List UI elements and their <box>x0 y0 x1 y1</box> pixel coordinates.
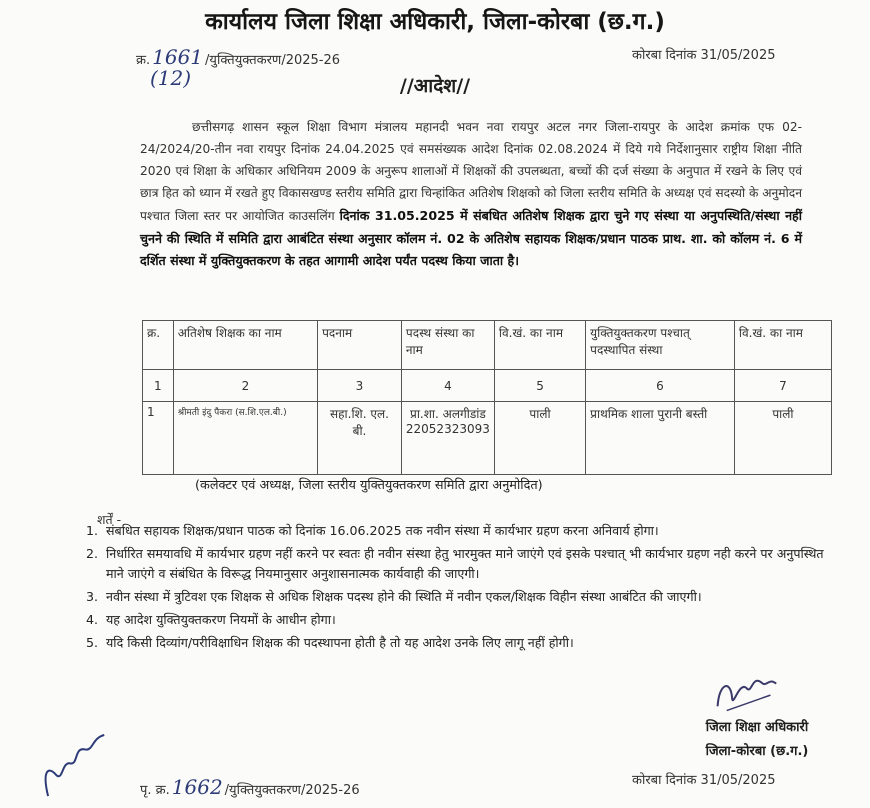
handwritten-initials <box>27 722 128 808</box>
signatory-location: जिला-कोरबा (छ.ग.) <box>705 744 809 759</box>
office-title: कार्यालय जिला शिक्षा अधिकारी, जिला-कोरबा (छ.ग.) <box>205 9 665 35</box>
header-cell: वि.खं. का नाम <box>734 321 831 370</box>
column-number: 5 <box>494 370 585 402</box>
header-cell: युक्तियुक्तकरण पश्चात् पदस्थापित संस्था <box>586 321 735 370</box>
endorsement-date: कोरबा दिनांक 31/05/2025 <box>632 773 776 788</box>
initials-icon <box>27 722 125 804</box>
body-text: छत्तीसगढ़ शासन स्कूल शिक्षा विभाग मंत्रालय महानदी भवन नवा रायपुर अटल नगर जिला-रायपुर के आदेश क्रमांक एफ 02-24/2024/20-तीन नवा रायपुर दिनांक 24.04.2025 एवं समसंख्यक आदेश दिनांक 02.08.2024 में दिये गये निर्देशानुसार राष्ट्रीय शिक्षा नीति 2020 एवं शिक्षा के अधिकार अधिनियम 2009 के अनुरूप शालाओं में शिक्षकों की उपलब्धता, बच्चों की दर्ज संख्या के अनुपात में रखने के लिए एवं छात्र हित को ध्यान में रखते हुए विकासखण्ड स्तरीय समिति द्वारा चिन्हांकित अतिशेष शिक्षको को जिला स्तरीय समिति के अध्यक्ष एवं सदस्यो के अनुमोदन पश्चात जिला स्तर पर आयोजित काउसलिंग <box>140 120 802 223</box>
teacher-name: श्रीमती इंदु पैकरा (स.शि.एल.बी.) <box>173 402 317 475</box>
ref-number-handwritten: 1661 <box>152 45 204 69</box>
condition-item: 3. नवीन संस्था में त्रुटिवश एक शिक्षक से अधिक शिक्षक पदस्थ होने की स्थिति में नवीन एकल/शिक्षक विहीन संस्था आबंटित की जाएगी। <box>102 587 840 607</box>
conditions-list <box>70 521 840 656</box>
column-number: 4 <box>401 370 494 402</box>
signature-icon <box>707 663 785 721</box>
order-body-paragraph <box>140 117 802 273</box>
signatory-block <box>682 716 832 764</box>
endorsement-prefix: पृ. क्र. <box>140 783 170 798</box>
column-number: 3 <box>318 370 402 402</box>
condition-item: 1. संबधित सहायक शिक्षक/प्रधान पाठक को दिनांक 16.06.2025 तक नवीन संस्था में कार्यभार ग्रहण करना अनिवार्य होगा। <box>102 521 840 541</box>
header-cell: क्र. <box>143 321 174 370</box>
table-header-row <box>143 321 832 370</box>
approval-note: (कलेक्टर एवं अध्यक्ष, जिला स्तरीय युक्तियुक्तकरण समिति द्वारा अनुमोदित) <box>195 478 543 493</box>
endorsement-suffix: /युक्तियुक्तकरण/2025-26 <box>224 783 360 798</box>
column-number: 1 <box>143 370 174 402</box>
table-row <box>143 402 832 475</box>
ref-prefix: क्र. <box>136 53 151 68</box>
header-cell: पदनाम <box>318 321 402 370</box>
condition-item: 5. यदि किसी दिव्यांग/परीविक्षाधिन शिक्षक की पदस्थापना होती है तो यह आदेश उनके लिए लागू नहीं होगी। <box>102 633 840 653</box>
new-school: प्राथमिक शाला पुरानी बस्ती <box>586 402 735 475</box>
current-block: पाली <box>494 402 585 475</box>
header-cell: पदस्थ संस्था का नाम <box>401 321 494 370</box>
endorsement-number-handwritten: 1662 <box>171 775 223 799</box>
condition-item: 4. यह आदेश युक्तियुक्तकरण नियमों के आधीन होगा। <box>102 610 840 630</box>
header-cell: वि.खं. का नाम <box>494 321 585 370</box>
body-text-bold: दिनांक 31.05.2025 में संबधित अतिशेष शिक्षक द्वारा चुने गए संस्था या अनुपस्थिति/संस्था नहीं चुनने की स्थिति में समिति द्वारा आबंटित संस्था अनुसार कॉलम नं. 02 के अतिशेष सहायक शिक्षक/प्रधान पाठक प्राथ. शा. को कॉलम नं. 6 में दर्शित संस्था में युक्तियुक्तकरण के तहत आगामी आदेश पर्यंत पदस्थ किया जाता है। <box>140 207 803 269</box>
conditions-label: शर्तें - <box>97 512 122 527</box>
ref-suffix: /युक्तियुक्तकरण/2025-26 <box>205 53 341 68</box>
new-block: पाली <box>734 402 831 475</box>
current-school: प्रा.शा. अलगीडांड 22052323093 <box>401 402 494 475</box>
order-heading: //आदेश// <box>399 75 471 97</box>
order-date: कोरबा दिनांक 31/05/2025 <box>632 48 776 63</box>
endorsement-reference <box>140 775 360 799</box>
table-column-number-row <box>143 370 832 402</box>
header-cell: अतिशेष शिक्षक का नाम <box>173 321 317 370</box>
posting-table <box>142 320 832 475</box>
row-serial: 1 <box>143 402 174 475</box>
column-number: 2 <box>173 370 317 402</box>
condition-item: 2. निर्धारित समयावधि में कार्यभार ग्रहण नहीं करने पर स्वतः ही नवीन संस्था हेतु भारमुक्त माने जाएंगे एवं इसके पश्चात् भी कार्यभार ग्रहण नही करने पर अनुपस्थित माने जाएंगे व संबंधित के विरूद्ध नियमानुसार अनुशासनात्मक कार्यवाही की जाएगी। <box>102 544 840 584</box>
column-number: 6 <box>586 370 735 402</box>
column-number: 7 <box>734 370 831 402</box>
designation: सहा.शि. एल. बी. <box>318 402 402 475</box>
handwritten-copies-note: (12) <box>150 66 192 90</box>
signatory-title: जिला शिक्षा अधिकारी <box>705 720 809 735</box>
